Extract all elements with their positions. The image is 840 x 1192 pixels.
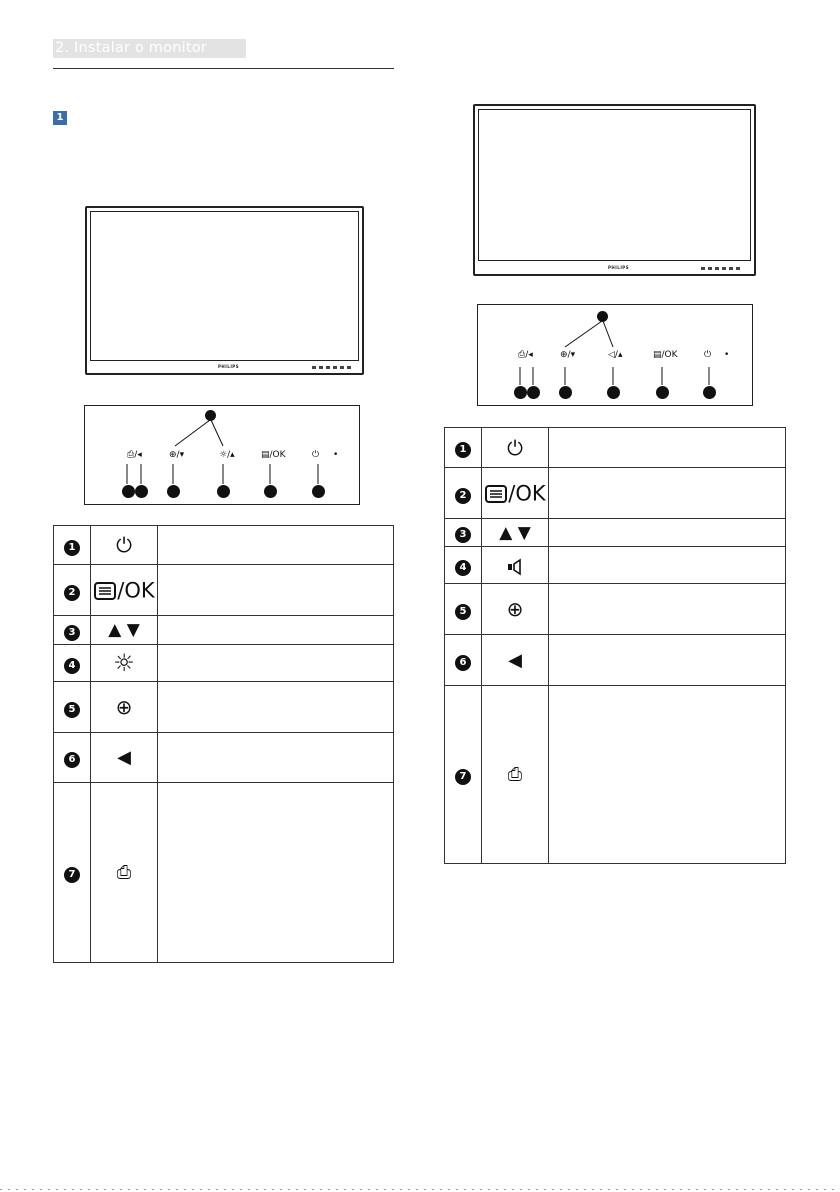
row-number: 2 bbox=[455, 488, 471, 504]
table-row bbox=[445, 686, 786, 864]
menu-ok-icon: /OK bbox=[482, 468, 549, 519]
row-number: 1 bbox=[64, 540, 80, 556]
table-row bbox=[54, 783, 394, 963]
row-number: 3 bbox=[455, 527, 471, 543]
table-row bbox=[445, 584, 786, 635]
power-led: • bbox=[724, 350, 730, 360]
up-down-arrows-icon: ▲ ▼ bbox=[482, 519, 549, 547]
row-description bbox=[158, 682, 394, 733]
row-description bbox=[549, 686, 786, 864]
row-description bbox=[158, 733, 394, 783]
input-icon: ⊕ bbox=[482, 584, 549, 635]
table-row bbox=[445, 428, 786, 468]
callout-dot bbox=[122, 485, 135, 498]
page-title: 2. Instalar o monitor bbox=[55, 40, 207, 56]
row-description bbox=[158, 783, 394, 963]
panel-symbol-brightness-up: ☼/▴ bbox=[219, 450, 235, 460]
callout-dot bbox=[703, 386, 716, 399]
section-badge-number: 1 bbox=[56, 112, 64, 123]
row-number: 6 bbox=[455, 655, 471, 671]
panel-symbol-smartimage-back: ⎙/◂ bbox=[127, 450, 142, 460]
control-table-right bbox=[444, 427, 786, 864]
callout-dot bbox=[135, 485, 148, 498]
up-down-arrows-icon: ▲ ▼ bbox=[91, 616, 158, 645]
control-table-left bbox=[53, 525, 394, 963]
row-number: 5 bbox=[455, 604, 471, 620]
row-description bbox=[549, 519, 786, 547]
brand-logo: PHILIPS bbox=[608, 265, 630, 270]
table-row bbox=[54, 682, 394, 733]
panel-symbol-volume-up: ◁/▴ bbox=[608, 350, 623, 360]
row-number: 1 bbox=[455, 442, 471, 458]
table-row bbox=[54, 645, 394, 682]
row-number: 6 bbox=[64, 752, 80, 768]
row-number: 7 bbox=[64, 867, 80, 883]
monitor-buttons bbox=[701, 267, 740, 271]
table-row bbox=[54, 565, 394, 616]
smartimage-icon: ⎙ bbox=[482, 686, 549, 864]
page-bottom-edge bbox=[0, 1188, 840, 1191]
callout-dot bbox=[167, 485, 180, 498]
input-icon: ⊕ bbox=[91, 682, 158, 733]
monitor-screen bbox=[90, 211, 359, 361]
power-icon: ⏻ bbox=[482, 428, 549, 468]
panel-symbol-menu-ok: ▤/OK bbox=[261, 450, 286, 460]
table-row bbox=[445, 468, 786, 519]
row-description bbox=[158, 565, 394, 616]
callout-dot bbox=[559, 386, 572, 399]
row-number: 3 bbox=[64, 625, 80, 641]
monitor-illustration-right bbox=[473, 104, 756, 276]
control-panel-right bbox=[477, 304, 753, 406]
callout-dot bbox=[264, 485, 277, 498]
panel-symbol-power: ⏻ bbox=[704, 350, 712, 360]
row-description bbox=[549, 584, 786, 635]
row-description bbox=[549, 468, 786, 519]
panel-symbol-input-down: ⊕/▾ bbox=[560, 350, 576, 360]
table-row bbox=[54, 733, 394, 783]
monitor-screen bbox=[478, 109, 751, 261]
row-description bbox=[549, 635, 786, 686]
header-divider bbox=[53, 68, 394, 69]
power-icon: ⏻ bbox=[91, 526, 158, 565]
control-panel-left bbox=[84, 405, 360, 505]
monitor-illustration-left bbox=[85, 206, 364, 375]
callout-dot bbox=[527, 386, 540, 399]
callout-dot bbox=[217, 485, 230, 498]
callout-dot bbox=[607, 386, 620, 399]
row-number: 7 bbox=[455, 769, 471, 785]
row-description bbox=[549, 547, 786, 584]
speaker-icon bbox=[482, 547, 549, 584]
brightness-icon: ☼ bbox=[91, 645, 158, 682]
panel-symbol-smartimage-back: ⎙/◂ bbox=[518, 350, 533, 360]
table-row bbox=[54, 616, 394, 645]
table-row bbox=[445, 635, 786, 686]
back-arrow-icon: ◀ bbox=[91, 733, 158, 783]
callout-dot bbox=[656, 386, 669, 399]
row-number: 2 bbox=[64, 585, 80, 601]
smartimage-icon: ⎙ bbox=[91, 783, 158, 963]
panel-symbol-power: ⏻ bbox=[312, 450, 320, 460]
brand-logo: PHILIPS bbox=[218, 364, 240, 369]
menu-ok-icon: /OK bbox=[91, 565, 158, 616]
callout-dot bbox=[514, 386, 527, 399]
row-number: 5 bbox=[64, 702, 80, 718]
row-description bbox=[158, 645, 394, 682]
panel-symbol-input-down: ⊕/▾ bbox=[169, 450, 185, 460]
row-description bbox=[549, 428, 786, 468]
monitor-buttons bbox=[312, 366, 351, 370]
panel-symbol-menu-ok: ▤/OK bbox=[653, 350, 678, 360]
row-number: 4 bbox=[455, 560, 471, 576]
row-number: 4 bbox=[64, 658, 80, 674]
table-row bbox=[445, 547, 786, 584]
row-description bbox=[158, 526, 394, 565]
table-row bbox=[54, 526, 394, 565]
back-arrow-icon: ◀ bbox=[482, 635, 549, 686]
row-description bbox=[158, 616, 394, 645]
section-badge bbox=[53, 111, 67, 125]
callout-dot bbox=[312, 485, 325, 498]
table-row bbox=[445, 519, 786, 547]
power-led: • bbox=[333, 450, 339, 460]
